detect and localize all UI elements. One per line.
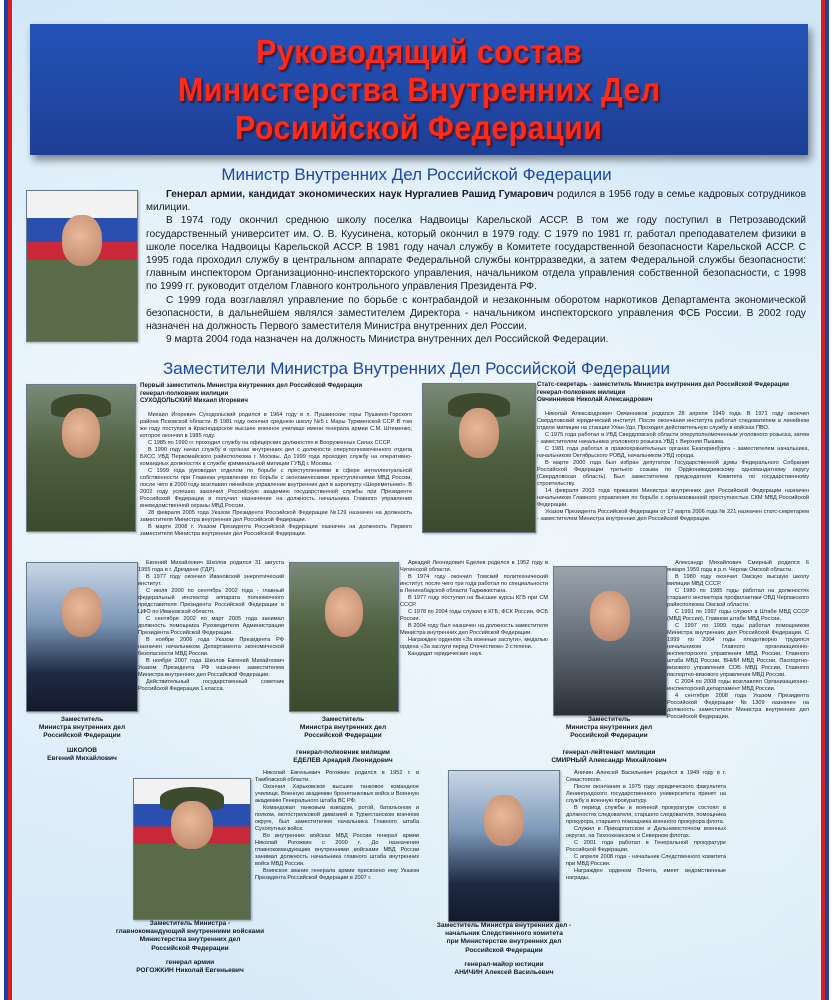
ovchinnikov-bio: Статс-секретарь - заместитель Министра внутренних дел Российской Федерации генерал-полковник милиции Овчинников Николай Александрович Николай Александрович Овчинников родился 28 апреля 1949 года. В 1971 году окончил Свердловский юридический институт. После окончания института работал следователем в линейном отделе милиции на станции Улан-Удэ. Проходил действительную службу в войсках ПВО. С 1975 года работал в УВД Свердловской области оперуполномоченным уголовного розыска, затем - заместителем начальника уголовного розыска УВД г. Верхняя Пышма. С 1981 года работал в правоохранительных органах Екатеринбурга - заместителем начальника, начальником Октябрьского РОВД, начальником УВД города. В марте 2000 года был избран депутатом Государственной думы Федерального Собрания Российской Федерации третьего созыва по Орджоникидзевскому одномандатному округу (Свердловская область). Был заместителем председателя Комитета по государственному строительству. 14 февраля 2003 года приказом Министра внутренних дел Российской Федерации назначен начальником Главного управления по борьбе с организованной преступностью СКМ МВД Российской Федерации. Указом Президента Российской Федерации от 17 марта 2006 года № 221 назначен статс-секретарем - заместителем Министра внутренних дел Российской Федерации. xyxy=(537,381,809,522)
rogozhkin-caption: Заместитель Министра - главнокомандующий внутренними войсками Министерства внутренних дел Российской Федерации генерал армии РОГОЖКИН Николай Евгеньевич xyxy=(115,920,265,975)
minister-photo xyxy=(26,190,138,342)
shkolov-caption: Заместитель Министра внутренних дел Российской Федерации ШКОЛОВ Евгений Михайлович xyxy=(38,716,126,762)
edelev-photo xyxy=(289,562,399,712)
shkolov-photo xyxy=(26,562,138,712)
minister-bio-p4: 9 марта 2004 года назначен на должность Министра внутренних дел Российской Федерации. xyxy=(166,334,609,346)
title-banner xyxy=(30,24,808,155)
minister-name: Генерал армии, кандидат экономических наук Нургалиев Рашид Гумарович xyxy=(166,189,554,200)
minister-bio-p2: В 1974 году окончил среднюю школу поселка Надвоицы Карельской АССР. В том же году поступил в Петрозаводский государственный университет им. О. В. Куусинена, который окончил в 1979 году. С 1979 по 1981 гг. работал преподавателем физики в школе поселка Надвоицы Карельской АССР. В 1981 году начал службу в Комитете государственной безопасности Карельской АССР. С 1995 года проходил службу в центральном аппарате Федеральной службы контрразведки, а затем Федеральной службы безопасности: главным инспектором Организационно-инспекторского управления, начальником отдела управления собственной безопасности, с 1998 по 1999 гг. руководит отделом Главного контрольного управления Президента РФ. xyxy=(146,215,806,293)
ovchinnikov-name: Овчинников Николай Александрович xyxy=(537,396,653,403)
deputies-heading: Заместители Министра Внутренних Дел Российской Федерации xyxy=(162,359,671,378)
smirny-photo xyxy=(553,566,667,716)
flag-stripe-right xyxy=(821,0,833,1000)
sukhodolsky-name: СУХОДОЛЬСКИЙ Михаил Игоревич xyxy=(140,397,248,404)
title-line-1: Руководящий состав xyxy=(256,32,582,70)
sukhodolsky-bio: Первый заместитель Министра внутренних дел Российской Федерации генерал-полковник милиции СУХОДОЛЬСКИЙ Михаил Игоревич Михаил Игоревич Суходольский родился в 1964 году в п. Пушкинские горы Пушкино-Горского района Псковской области. В 1981 году окончил среднюю школу №5 г. Мары Туркменской ССР. В том же году поступил в Краснодарское высшее военное училище имени генерала армии С.М. Штеменко, которое окончил в 1985 году. С 1985 по 1990 гг. проходил службу на офицерских должностях в Вооруженных Силах СССР. В 1990 году начал службу в органах внутренних дел с должности оперуполномоченного отдела БХСС УВД Первомайского райисполкома г. Москвы. До 1999 года проходил службу на оперативно-командных должностях в службе криминальной милиции ГУВД г. Москвы. С 1999 года руководил отделом по борьбе с преступлениями в сфере интеллектуальной собственности при Главном управлении по борьбе с экономическими преступлениями МВД России, после чего в 2000 году возглавил линейное управление внутренних дел в аэропорту «Шереметьево». В 2002 году успешно закончил Российскую академию государственной службы при Президенте Российской Федерации и получил назначение на должность начальника Главного управления вневедомственной охраны МВД России. 28 февраля 2005 года Указом Президента Российской Федерации №129 назначен на должность заместителя Министра внутренних дел Российской Федерации. В марте 2008 г. Указом Президента Российской Федерации назначен на должность Первого заместителя Министра внутренних дел Российской Федерации. xyxy=(140,382,412,537)
rogozhkin-bio: Николай Евгеньевич Рогожкин родился в 1952 г. в Тамбовской области. Окончил Харьковское высшее танковое командное училище, Военную академию бронетанковых войск и Военную академию Генерального штаба ВС РФ. Командовал танковым взводом, ротой, батальоном и полком, мотострелковой дивизией в Туркестанском военном округе, был заместителем начальника Главного штаба Сухопутных войск. Во внутренних войсках МВД России генерал армии Николай Рогожкин с 2000 г. До назначения главнокомандующим внутренними войсками МВД России занимал должность начальника главного штаба внутренних войск МВД России. Воинское звание генерала армии присвоено ему Указом Президента Российской Федерации в 2007 г. xyxy=(255,770,419,881)
title-line-2: Министерства Внутренних Дел xyxy=(177,70,661,108)
minister-bio-p3: С 1999 года возглавлял управление по борьбе с контрабандой и незаконным оборотом наркотиков Департамента экономической безопасности, в дальнейшем являлся заместителем Директора - начальником инспекторского управления ФСБ России. В 2002 году назначен на должность Первого заместителя Министра внутренних дел России. xyxy=(146,294,806,333)
anichin-bio: Аничин Алексей Васильевич родился в 1949 году в г. Севастополе. После окончания в 1975 году юридического факультета Ленинградского государственного университета принят на службу в военную прокуратуру. В период службы в военной прокуратуре состоял в должностях следователя, старшего следователя, помощника прокурора, старшего помощника военного прокурора флота. Служил в Прикарпатском и Дальневосточном военных округах, на Тихоокеанском и Северном флотах. С 2001 года работал в Генеральной прокуратуре Российской Федерации. С апреля 2008 года - начальник Следственного комитета при МВД России. Награжден орденом Почета, имеет ведомственные награды. xyxy=(566,770,726,881)
anichin-caption: Заместитель Министра внутренних дел - начальник Следственного комитета при Министерстве внутренних дел Российской Федерации генерал-майор юстиции АНИЧИН Алексей Васильевич xyxy=(436,922,572,977)
edelev-caption: Заместитель Министра внутренних дел Российской Федерации генерал-полковник милиции ЕДЕЛЕВ Аркадий Леонидович xyxy=(293,716,393,764)
smirny-caption: Заместитель Министра внутренних дел Российской Федерации генерал-лейтенант милиции СМИРНЫЙ Александр Михайлович xyxy=(551,716,667,764)
rogozhkin-photo xyxy=(133,778,251,920)
title-line-3: Росиийской Федерации xyxy=(235,108,603,146)
minister-bio: Генерал армии, кандидат экономических наук Нургалиев Рашид Гумарович родился в 1956 году в семье кадровых сотрудников милиции. В 1974 году окончил среднюю школу поселка Надвоицы Карельской АССР. В том же году поступил в Петрозаводский государственный университет им. О. В. Куусинена, который окончил в 1979 году. С 1979 по 1981 гг. работал преподавателем физики в школе поселка Надвоицы Карельской АССР. В 1981 году начал службу в Комитете государственной безопасности Карельской АССР. С 1995 года проходил службу в центральном аппарате Федеральной службы контрразведки, а затем Федеральной службы безопасности: главным инспектором Организационно-инспекторского управления, начальником отдела управления собственной безопасности, с 1998 по 1999 гг. руководит отделом Главного контрольного управления Президента РФ. С 1999 года возглавлял управление по борьбе с контрабандой и незаконным оборотом наркотиков Департамента экономической безопасности, в дальнейшем являлся заместителем Директора - начальником инспекторского управления ФСБ России. В 2002 году назначен на должность Первого заместителя Министра внутренних дел России. 9 марта 2004 года назначен на должность Министра внутренних дел Российской Федерации. xyxy=(146,189,806,346)
ovchinnikov-photo xyxy=(422,383,536,533)
edelev-bio: Аркадий Леонидович Еделев родился в 1952 году в Читинской области. В 1974 году окончил Томский политехнический институт, после чего три года работал по специальности в Ленинабадской области Таджикистана. В 1977 году поступил на Высшие курсы КГБ при СМ СССР. С 1978 по 2004 годы служил в КГБ, ФСК России, ФСБ России. В 2004 году был назначен на должность заместителя Министра внутренних дел Российской Федерации. Награжден орденом «За военные заслуги», медалью ордена «За заслуги перед Отечеством» 2 степени. Кандидат юридических наук. xyxy=(400,560,548,657)
anichin-photo xyxy=(448,770,560,922)
smirny-bio: Александр Михайлович Смирный родился 6 января 1959 года в р.п. Черлак Омской области. В 1980 году окончил Омскую высшую школу милиции МВД СССР. С 1980 по 1985 годы работал на должностях старшего инспектора профилактики ОВД Черлакского райисполкома Омской области. С 1991 по 1997 годы служил в Штабе МВД СССР (МВД России), Главном штабе МВД России. С 1997 по 1999 годы работал помощником Министра внутренних дел Российской Федерации. С 1999 по 2004 годы плодотворно трудился начальником Главного организационно-инспекторского управления МВД России, Главного штаба МВД России, ВНИИ МВД России, Паспортно-визового управления СОБ МВД России, Главного паспортно-визового управления МВД России. С 2004 по 2008 годы возглавлял Организационно-инспекторский департамент МВД России. 4 сентября 2008 года Указом Президента Российской Федерации №1309 назначен на должность заместителя Министра внутренних дел Российской Федерации. xyxy=(667,560,809,720)
flag-stripe-left xyxy=(0,0,12,1000)
shkolov-bio: Евгений Михайлович Школов родился 31 августа 1955 года в г. Дрездене (ГДР). В 1977 году окончил Ивановский энергетический институт. С июля 2000 по сентябрь 2002 года - главный федеральный инспектор аппарата полномочного представителя Президента Российской Федерации в ЦФО по Ивановской области. С сентября 2002 по март 2005 года занимал должность помощника Руководителя Администрации Президента Российской Федерации. В ноябре 2006 года Указом Президента РФ назначен начальником Департамента экономической безопасности МВД России. В ноябре 2007 года Школов Евгений Михайлович Указом Президента РФ назначен заместителем Министра внутренних дел Российской Федерации. Действительный государственный советник Российской Федерации 1 класса. xyxy=(138,560,284,692)
minister-heading: Министр Внутренних Дел Российской Федерации xyxy=(221,165,612,184)
sukhodolsky-photo xyxy=(26,384,136,532)
